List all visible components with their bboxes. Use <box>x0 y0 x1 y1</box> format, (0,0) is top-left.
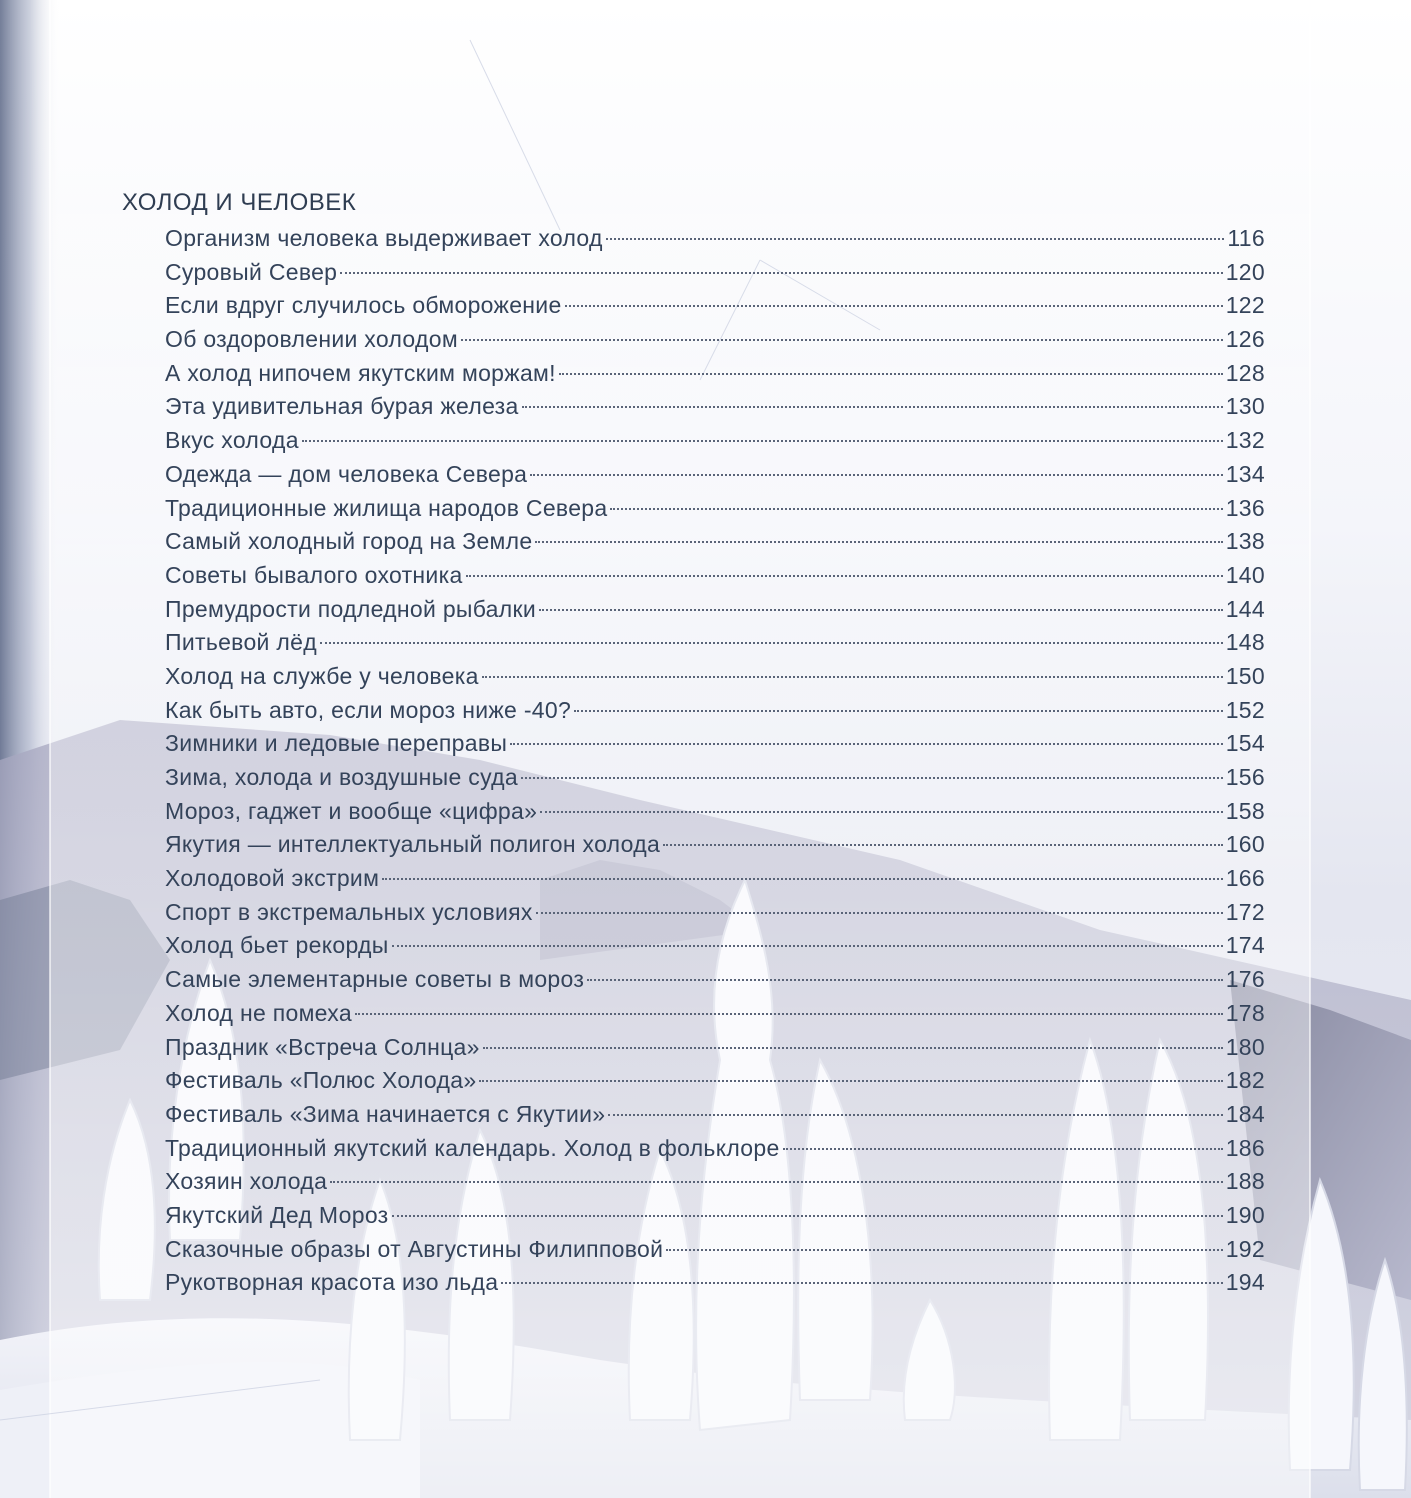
toc-entry-title: А холод нипочем якутским моржам! <box>165 359 556 386</box>
toc-entries <box>165 222 1265 1300</box>
dot-leader <box>536 912 1223 914</box>
dot-leader <box>606 238 1225 240</box>
toc-entry <box>165 525 1265 559</box>
toc-entry-title: Спорт в экстремальных условиях <box>165 898 533 925</box>
toc-entry-title: Праздник «Встреча Солнца» <box>165 1033 480 1060</box>
toc-entry-page: 126 <box>1225 326 1265 353</box>
toc-entry-title: Советы бывалого охотника <box>165 561 463 588</box>
dot-leader <box>355 1013 1223 1015</box>
dot-leader <box>302 440 1223 442</box>
toc-entry <box>165 862 1265 896</box>
toc-entry-title: Зима, холода и воздушные суда <box>165 764 518 790</box>
toc-entry-title: Фестиваль «Зима начинается с Якутии» <box>165 1100 606 1127</box>
toc-entry-page: 192 <box>1225 1235 1265 1262</box>
toc-entry <box>165 357 1265 391</box>
toc-entry <box>165 1266 1265 1300</box>
dot-leader <box>521 777 1223 779</box>
dot-leader <box>330 1181 1223 1183</box>
toc-entry <box>165 559 1265 593</box>
toc-entry-title: Якутский Дед Мороз <box>165 1201 389 1228</box>
dot-leader <box>559 373 1223 375</box>
toc-entry-title: Традиционные жилища народов Севера <box>165 494 608 521</box>
dot-leader <box>483 1047 1223 1049</box>
toc-entry-page: 188 <box>1225 1168 1265 1195</box>
toc-entry-page: 176 <box>1225 966 1265 993</box>
dot-leader <box>565 305 1223 307</box>
toc-entry <box>165 1064 1265 1098</box>
toc-entry-title: Мороз, гаджет и вообще «цифра» <box>165 797 538 824</box>
dot-leader <box>535 541 1222 543</box>
toc-entry-title: Самые элементарные советы в мороз <box>165 966 585 993</box>
toc-entry-title: Одежда — дом человека Севера <box>165 460 528 487</box>
toc-entry-title: Холод не помеха <box>165 999 352 1026</box>
toc-entry <box>165 761 1265 795</box>
toc-entry <box>165 727 1265 761</box>
toc-entry-page: 156 <box>1225 764 1265 790</box>
toc-entry <box>165 222 1265 256</box>
toc-entry-title: Если вдруг случилось обморожение <box>165 292 562 319</box>
toc-entry-page: 172 <box>1225 898 1265 925</box>
toc-entry-title: Вкус холода <box>165 427 299 454</box>
toc-entry <box>165 1199 1265 1233</box>
toc-entry-page: 174 <box>1225 932 1265 959</box>
dot-leader <box>461 339 1223 341</box>
toc-entry <box>165 1165 1265 1199</box>
toc-entry <box>165 390 1265 424</box>
dot-leader <box>320 642 1223 644</box>
dot-leader <box>392 1215 1223 1217</box>
toc-entry-page: 128 <box>1225 359 1265 386</box>
toc-entry-page: 194 <box>1225 1269 1265 1296</box>
dot-leader <box>510 743 1223 745</box>
toc-entry <box>165 1233 1265 1267</box>
toc-entry <box>165 997 1265 1031</box>
toc-entry-page: 116 <box>1227 225 1265 251</box>
toc-entry-page: 166 <box>1225 865 1265 892</box>
toc-entry-page: 154 <box>1225 730 1265 757</box>
toc-entry-page: 182 <box>1225 1067 1265 1094</box>
toc-entry-title: Об оздоровлении холодом <box>165 326 458 353</box>
toc-entry <box>165 828 1265 862</box>
toc-entry-page: 190 <box>1225 1201 1265 1228</box>
toc-entry-page: 148 <box>1225 629 1265 656</box>
section-title: ХОЛОД И ЧЕЛОВЕК <box>122 189 357 216</box>
dot-leader <box>501 1282 1222 1284</box>
toc-entry <box>165 1031 1265 1065</box>
dot-leader <box>340 272 1222 274</box>
toc-entry <box>165 929 1265 963</box>
toc-entry-page: 144 <box>1225 595 1265 622</box>
toc-entry-page: 120 <box>1225 258 1265 285</box>
toc-entry-title: Холод бьет рекорды <box>165 932 389 959</box>
toc-entry-page: 130 <box>1225 393 1265 420</box>
toc-entry-title: Холодовой экстрим <box>165 865 380 892</box>
toc-entry <box>165 1098 1265 1132</box>
toc-entry <box>165 458 1265 492</box>
dot-leader <box>666 1249 1222 1251</box>
toc-entry-title: Самый холодный город на Земле <box>165 528 533 555</box>
toc-entry <box>165 694 1265 728</box>
toc-entry-page: 184 <box>1225 1100 1265 1127</box>
dot-leader <box>382 878 1223 880</box>
dot-leader <box>482 676 1223 678</box>
toc-entry-title: Якутия — интеллектуальный полигон холода <box>165 831 661 858</box>
dot-leader <box>522 406 1223 408</box>
toc-entry-title: Эта удивительная бурая железа <box>165 393 519 420</box>
dot-leader <box>466 575 1223 577</box>
toc-entry-page: 178 <box>1225 999 1265 1026</box>
toc-entry <box>165 795 1265 829</box>
toc-entry-title: Организм человека выдерживает холод <box>165 225 603 251</box>
dot-leader <box>783 1148 1223 1150</box>
toc-entry <box>165 660 1265 694</box>
toc-entry-page: 122 <box>1225 292 1265 319</box>
dot-leader <box>663 844 1223 846</box>
toc-entry-title: Питьевой лёд <box>165 629 317 656</box>
dot-leader <box>479 1080 1222 1082</box>
dot-leader <box>539 609 1223 611</box>
toc-entry-page: 150 <box>1225 662 1265 689</box>
toc-entry <box>165 1132 1265 1166</box>
toc-entry <box>165 492 1265 526</box>
toc-entry-title: Холод на службе у человека <box>165 662 479 689</box>
dot-leader <box>608 1114 1222 1116</box>
toc-entry-page: 158 <box>1225 797 1265 824</box>
toc-entry-page: 132 <box>1225 427 1265 454</box>
toc-entry-title: Суровый Север <box>165 258 338 285</box>
dot-leader <box>587 979 1223 981</box>
toc-entry-page: 180 <box>1225 1033 1265 1060</box>
toc-entry-page: 140 <box>1225 561 1265 588</box>
toc-entry-page: 186 <box>1225 1134 1265 1161</box>
toc-entry <box>165 256 1265 290</box>
toc-entry-title: Фестиваль «Полюс Холода» <box>165 1067 477 1094</box>
toc-entry-page: 160 <box>1225 831 1265 858</box>
toc-entry-title: Как быть авто, если мороз ниже -40? <box>165 696 572 723</box>
dot-leader <box>540 811 1223 813</box>
dot-leader <box>530 474 1222 476</box>
toc-entry-page: 152 <box>1225 696 1265 723</box>
dot-leader <box>574 710 1223 712</box>
toc-entry <box>165 289 1265 323</box>
toc-entry <box>165 963 1265 997</box>
toc-entry-page: 136 <box>1225 494 1265 521</box>
toc-entry <box>165 593 1265 627</box>
toc-entry <box>165 896 1265 930</box>
toc-entry-title: Премудрости подледной рыбалки <box>165 595 537 622</box>
toc-entry-title: Хозяин холода <box>165 1168 328 1195</box>
toc-entry-title: Рукотворная красота изо льда <box>165 1269 499 1296</box>
toc-entry-title: Зимники и ледовые переправы <box>165 730 508 757</box>
dot-leader <box>392 945 1223 947</box>
toc-entry-page: 134 <box>1225 460 1265 487</box>
toc-entry-title: Традиционный якутский календарь. Холод в фольклоре <box>165 1134 780 1161</box>
toc-entry <box>165 424 1265 458</box>
toc-entry <box>165 626 1265 660</box>
toc-entry <box>165 323 1265 357</box>
dot-leader <box>610 508 1222 510</box>
toc-entry-title: Сказочные образы от Августины Филипповой <box>165 1235 664 1262</box>
toc-entry-page: 138 <box>1225 528 1265 555</box>
